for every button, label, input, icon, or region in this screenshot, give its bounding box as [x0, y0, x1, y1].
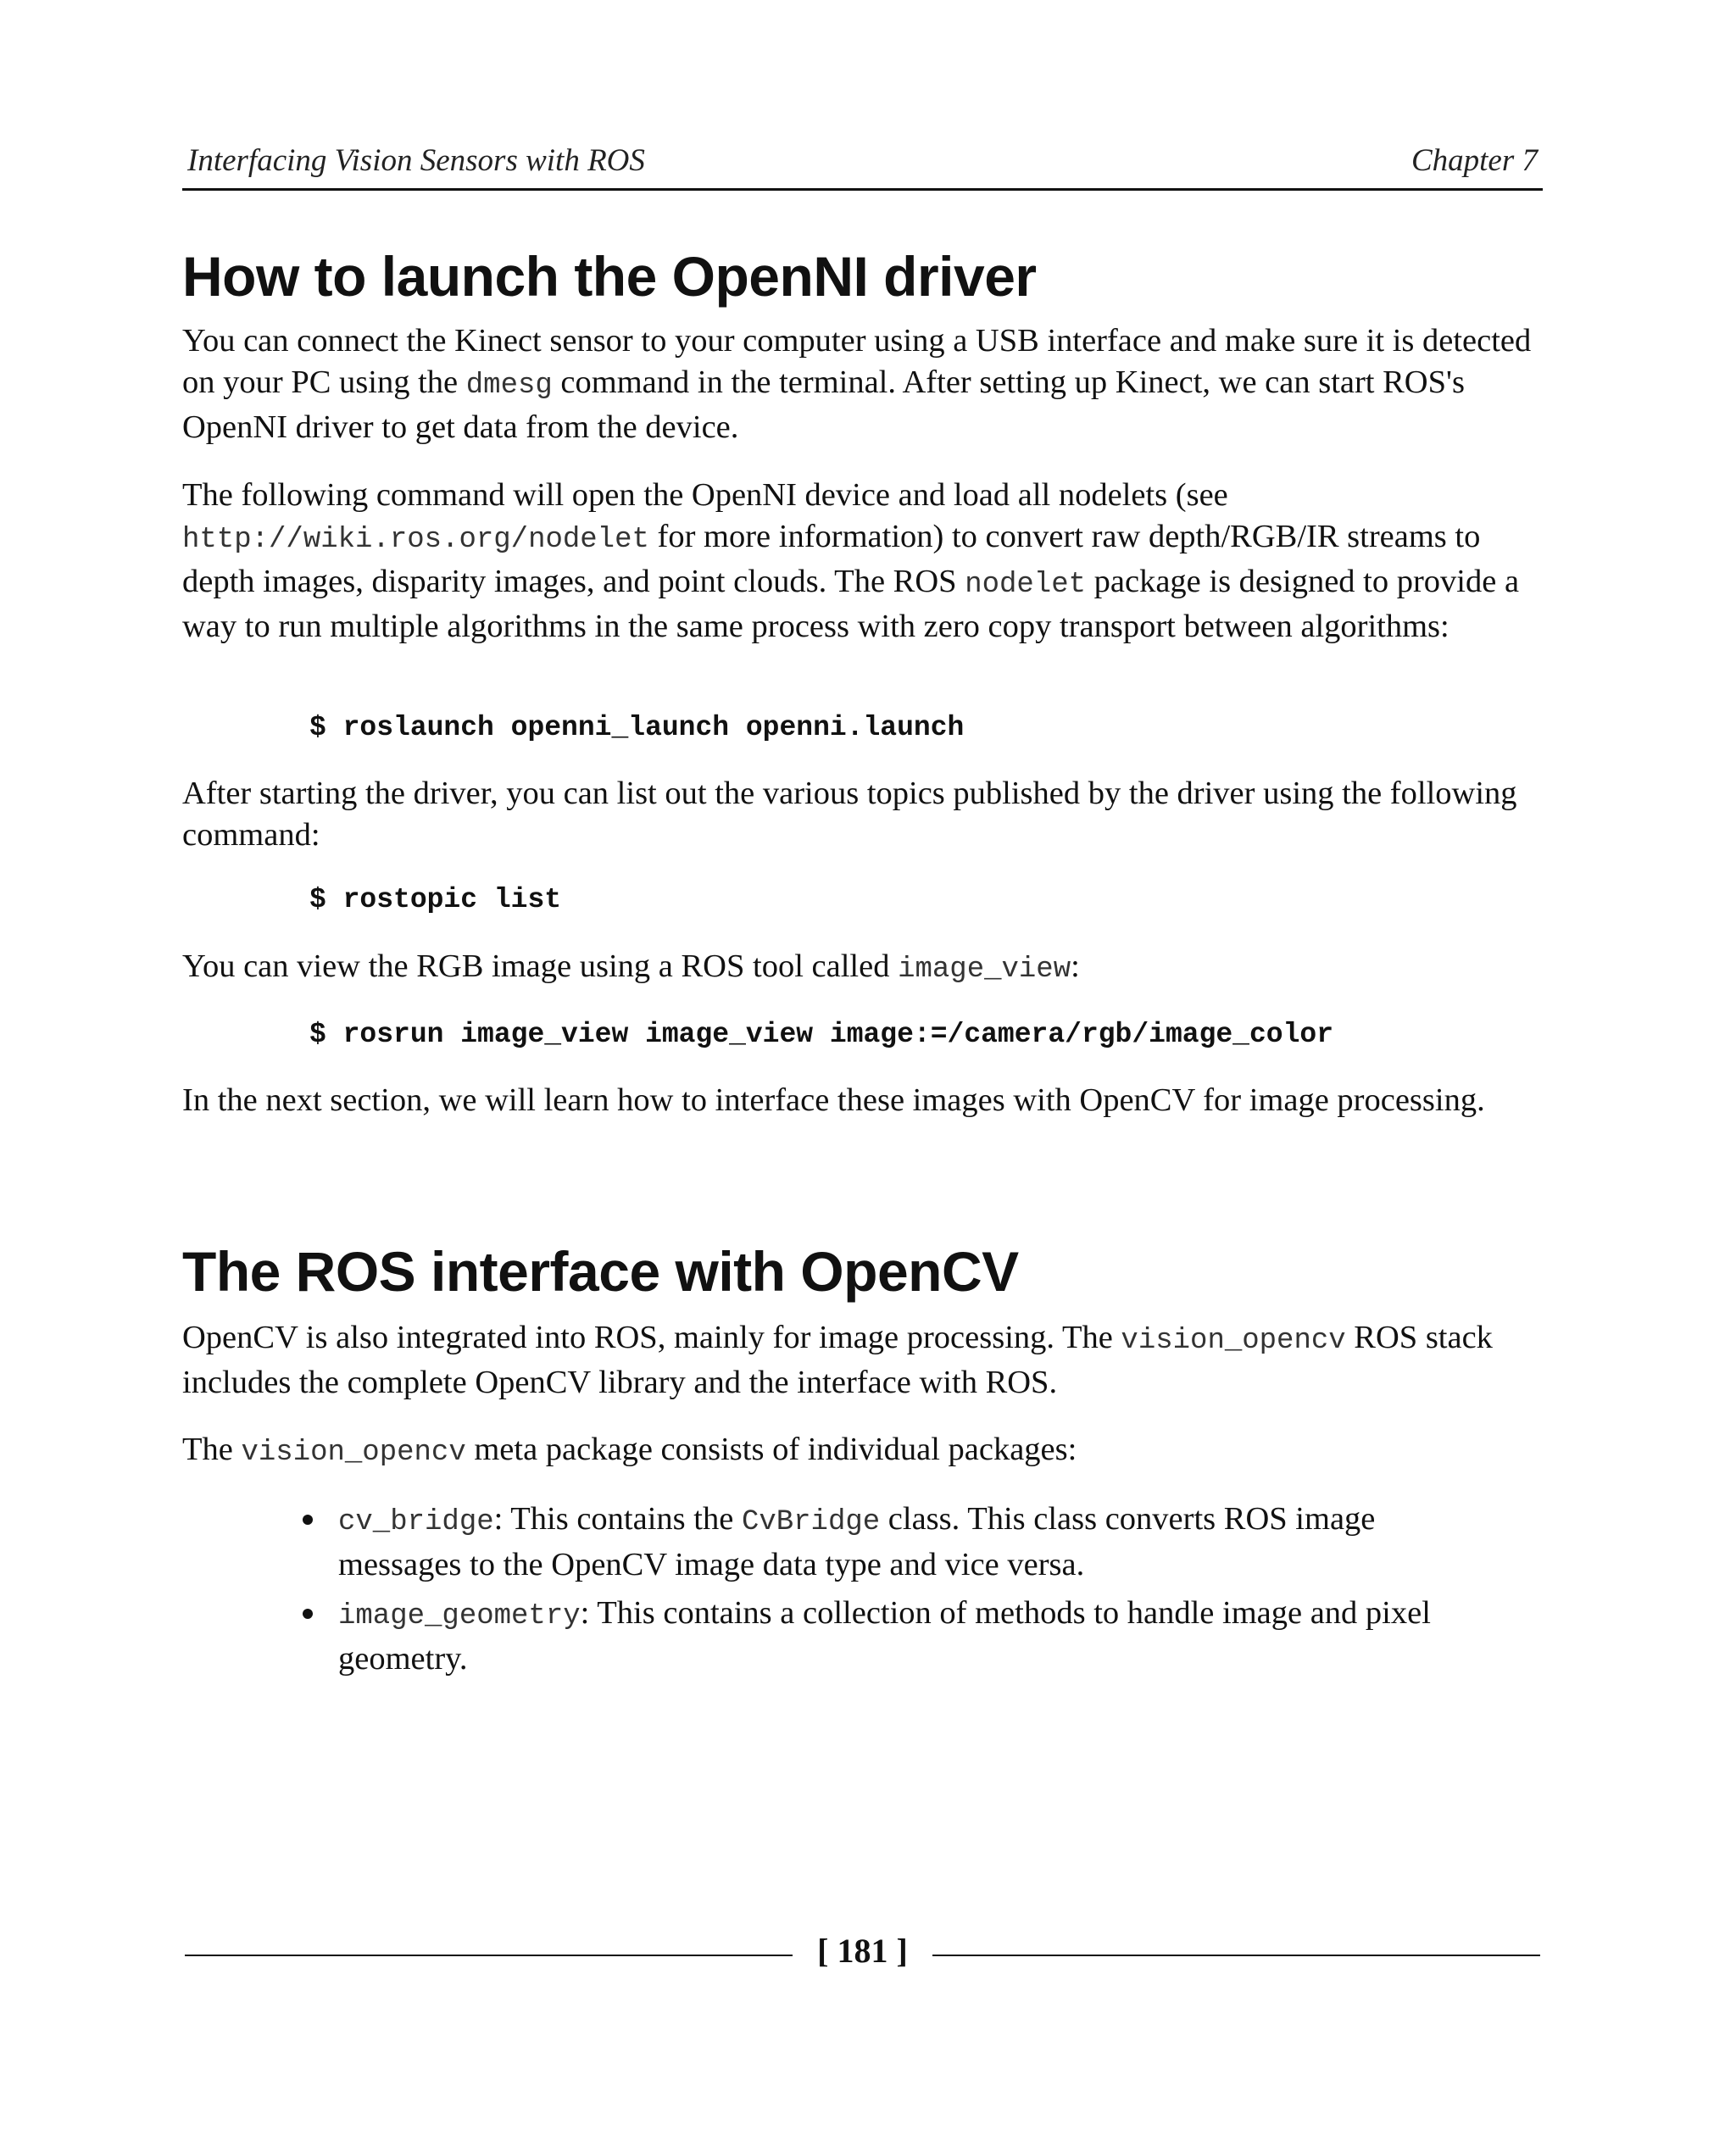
inline-code-image-geometry: image_geometry: [338, 1600, 581, 1632]
bullet-icon: [303, 1515, 313, 1525]
inline-code-cvbridge: CvBridge: [741, 1506, 881, 1538]
section-heading-openni: How to launch the OpenNI driver: [182, 245, 1037, 308]
inline-link-nodelet: http://wiki.ros.org/nodelet: [182, 524, 649, 556]
inline-code-vision-opencv: vision_opencv: [1121, 1325, 1346, 1357]
bullet-icon: [303, 1609, 313, 1619]
paragraph-meta-package: The vision_opencv meta package consists of individual packages:: [182, 1432, 1077, 1469]
paragraph-openni-command: The following command will open the OpenNI device and load all nodelets (see http://wiki.ros.org/nodelet for more information) to convert raw depth/RGB/IR streams to depth images, disparity images, and point clouds. The ROS nodelet package is designed to provide a way to run multiple algorithms in the same process with zero copy transport between algorithms:: [182, 477, 1520, 644]
page-footer: [182, 1931, 1543, 1982]
inline-code-nodelet: nodelet: [965, 569, 1087, 601]
header-chapter-number: Chapter 7: [1410, 143, 1538, 178]
running-header: [182, 142, 1543, 179]
list-item: image_geometry: This contains a collection of methods to handle image and pixel geometry.: [303, 1592, 1506, 1680]
inline-code-dmesg: dmesg: [465, 370, 553, 402]
command-roslaunch: $ roslaunch openni_launch openni.launch: [309, 712, 965, 743]
header-chapter-title: Interfacing Vision Sensors with ROS: [187, 143, 645, 178]
paragraph-image-view: You can view the RGB image using a ROS tool called image_view:: [182, 948, 1080, 986]
list-item: cv_bridge: This contains the CvBridge class. This class converts ROS image messages to the OpenCV image data type and vice versa.: [303, 1498, 1506, 1586]
header-rule: [182, 188, 1543, 191]
inline-code-cv-bridge: cv_bridge: [338, 1506, 494, 1538]
command-rosrun: $ rosrun image_view image_view image:=/camera/rgb/image_color: [309, 1019, 1333, 1050]
paragraph-opencv-integration: OpenCV is also integrated into ROS, mainly for image processing. The vision_opencv ROS stack includes the complete OpenCV library and the interface with ROS.: [182, 1320, 1493, 1400]
section-heading-opencv: The ROS interface with OpenCV: [182, 1240, 1019, 1303]
footer-rule-right: [932, 1955, 1540, 1956]
paragraph-next-section: In the next section, we will learn how to interface these images with OpenCV for image processing.: [182, 1082, 1485, 1118]
book-page: [182, 0, 1543, 2141]
paragraph-list-topics: After starting the driver, you can list out the various topics published by the driver using the following command:: [182, 776, 1517, 853]
command-rostopic: $ rostopic list: [309, 884, 562, 915]
inline-code-image-view: image_view: [898, 954, 1071, 986]
paragraph-kinect-connect: You can connect the Kinect sensor to your computer using a USB interface and make sure it is detected on your PC using the dmesg command in the terminal. After setting up Kinect, we can start ROS's OpenNI driver to get data from the device.: [182, 323, 1532, 445]
inline-code-vision-opencv-2: vision_opencv: [241, 1437, 466, 1469]
package-list: [303, 1498, 1506, 1686]
page-number: [ 181 ]: [817, 1932, 908, 1970]
footer-rule-left: [185, 1955, 793, 1956]
